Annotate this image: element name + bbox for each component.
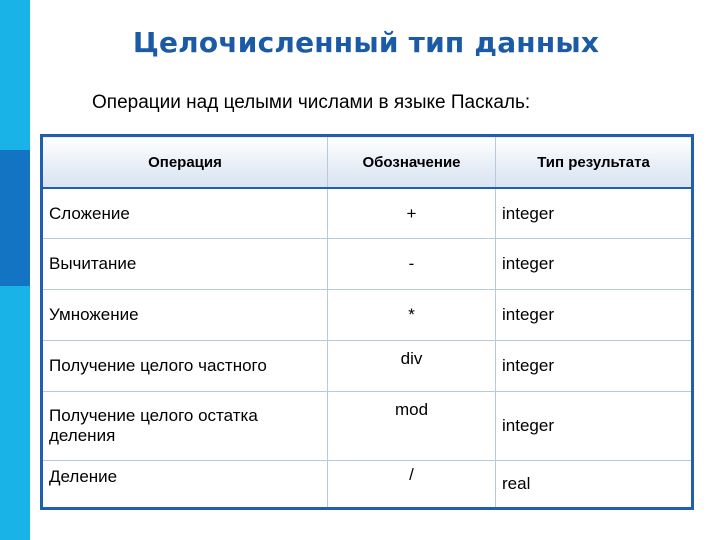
table-row <box>42 188 693 239</box>
operations-table <box>40 134 694 510</box>
symbol-cell: / <box>328 461 496 509</box>
symbol-cell: * <box>328 290 496 341</box>
header-symbol: Обозначение <box>328 136 496 189</box>
result-type-cell: integer <box>496 239 693 290</box>
result-type-cell: real <box>496 461 693 509</box>
result-type-cell: integer <box>496 341 693 392</box>
operation-cell: Получение целого остатка деления <box>42 392 328 461</box>
result-type-cell: integer <box>496 392 693 461</box>
header-operation: Операция <box>42 136 328 189</box>
table-row <box>42 461 693 509</box>
table-row <box>42 239 693 290</box>
operation-cell: Вычитание <box>42 239 328 290</box>
operation-cell: Деление <box>42 461 328 509</box>
header-result-type: Тип результата <box>496 136 693 189</box>
operation-cell: Получение целого частного <box>42 341 328 392</box>
result-type-cell: integer <box>496 290 693 341</box>
table-header-row <box>42 136 693 189</box>
slide-title: Целочисленный тип данных <box>132 26 600 59</box>
result-type-cell: integer <box>496 188 693 239</box>
symbol-cell: div <box>328 341 496 392</box>
slide-subtitle: Операции над целыми числами в языке Паскаль: <box>92 92 531 113</box>
symbol-cell: + <box>328 188 496 239</box>
operation-cell: Сложение <box>42 188 328 239</box>
table-row <box>42 392 693 461</box>
table-row <box>42 290 693 341</box>
side-stripe-dark <box>0 150 30 286</box>
symbol-cell: mod <box>328 392 496 461</box>
symbol-cell: - <box>328 239 496 290</box>
operation-cell: Умножение <box>42 290 328 341</box>
table-row <box>42 341 693 392</box>
